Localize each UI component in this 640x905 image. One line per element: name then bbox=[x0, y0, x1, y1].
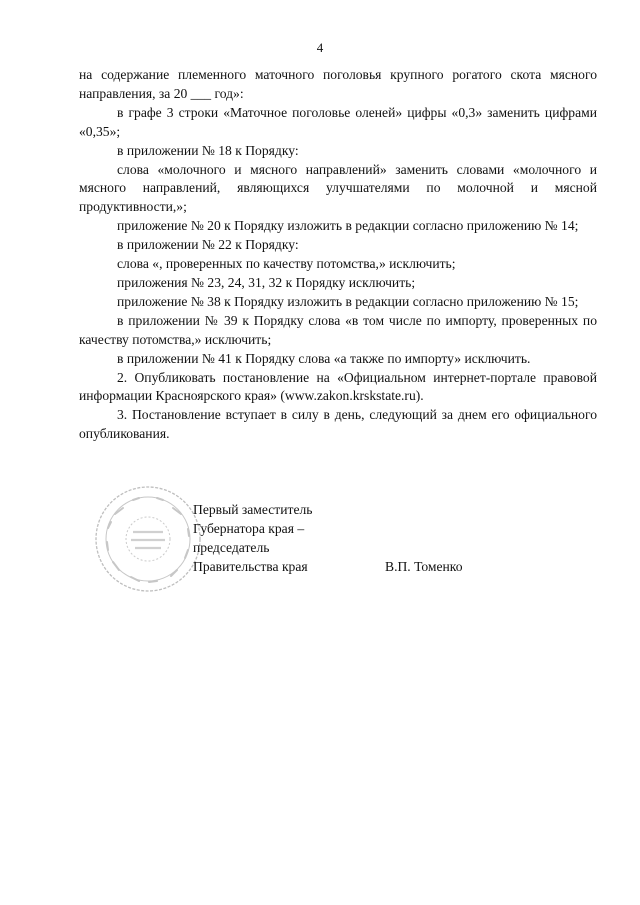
signatory-name: В.П. Томенко bbox=[385, 559, 463, 574]
paragraph-appendix-22: в приложении № 22 к Порядку: bbox=[117, 237, 299, 253]
paragraph-item-3: 3. Постановление вступает в силу в день, следующий за днем его официального опубликования. bbox=[79, 407, 597, 442]
signature-title-line-3: председатель bbox=[193, 540, 270, 555]
signature-title-line-2: Губернатора края – bbox=[193, 521, 305, 536]
paragraph-appendix-38: приложение № 38 к Порядку изложить в редакции согласно приложению № 15; bbox=[117, 293, 579, 309]
paragraph-appendix-20: приложение № 20 к Порядку изложить в редакции согласно приложению № 14; bbox=[117, 218, 579, 234]
body-text bbox=[79, 66, 597, 444]
paragraph-grafa-3: в графе 3 строки «Маточное поголовье оленей» цифры «0,3» заменить цифрами «0,35»; bbox=[79, 104, 597, 139]
signature-title-line-4: Правительства края bbox=[193, 559, 308, 574]
paragraph-appendix-39: в приложении № 39 к Порядку слова «в том числе по импорту, проверенных по качеству потомства,» исключить; bbox=[79, 312, 597, 347]
paragraph-words-replace: слова «молочного и мясного направлений» заменить словами «молочного и мясного направлений, являющихся улучшателями по молочной и мясной продуктивности,»; bbox=[79, 161, 597, 215]
page-number: 4 bbox=[316, 40, 324, 55]
paragraph-item-2: 2. Опубликовать постановление на «Официальном интернет-портале правовой информации Красноярского края» (www.zakon.krskstate.ru). bbox=[79, 369, 597, 404]
signature-block bbox=[0, 500, 640, 580]
paragraph-words-exclude: слова «, проверенных по качеству потомства,» исключить; bbox=[117, 256, 456, 272]
paragraph-continuation: на содержание племенного маточного поголовья крупного рогатого скота мясного направления, за 20 ___ год»: bbox=[79, 67, 597, 101]
paragraph-appendix-41: в приложении № 41 к Порядку слова «а также по импорту» исключить. bbox=[117, 350, 531, 366]
signature-title-line-1: Первый заместитель bbox=[193, 502, 313, 517]
paragraph-appendices-exclude: приложения № 23, 24, 31, 32 к Порядку исключить; bbox=[117, 274, 416, 290]
paragraph-appendix-18: в приложении № 18 к Порядку: bbox=[117, 142, 299, 158]
